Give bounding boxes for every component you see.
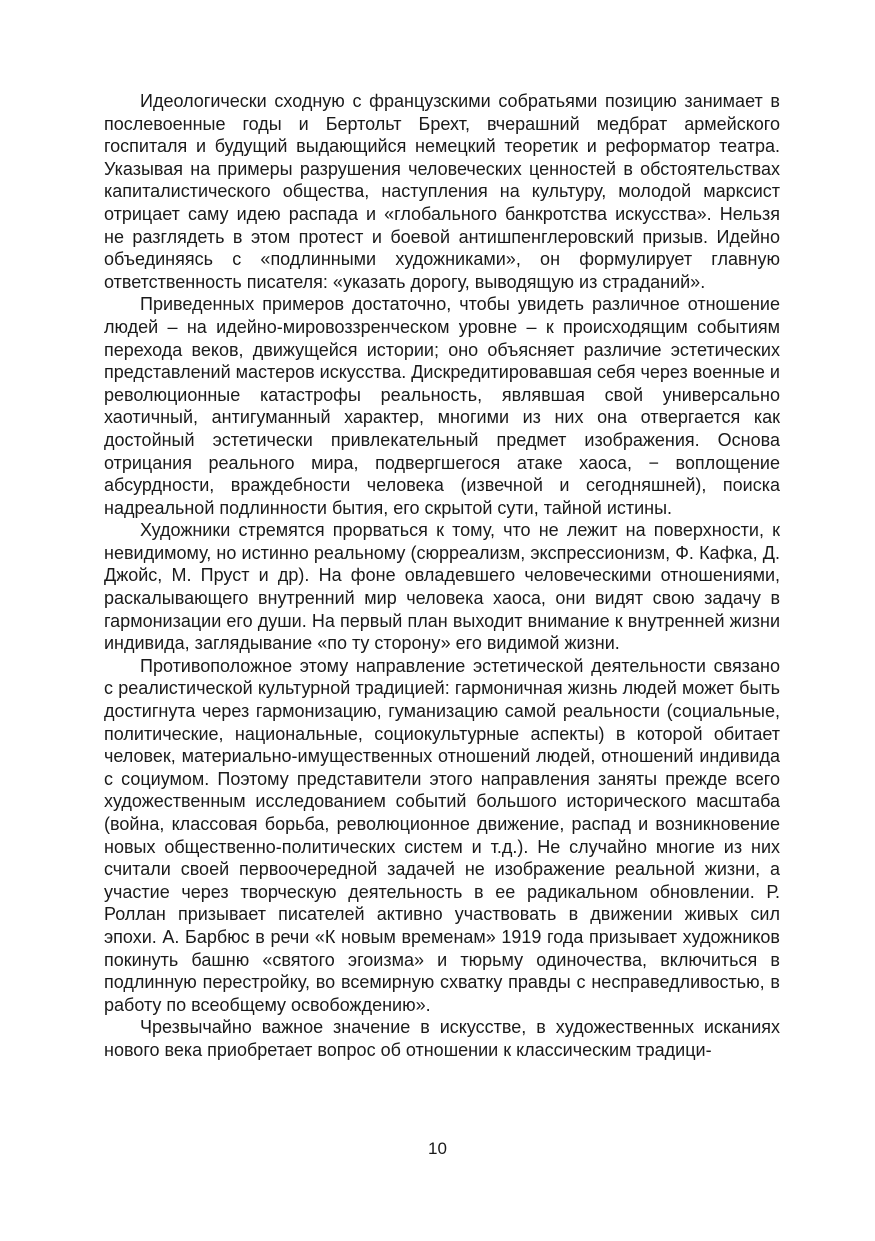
paragraph-1: Идеологически сходную с французскими собратьями позицию занимает в послевоенные годы и Бертольт Брехт, вчерашний медбрат армейского госпиталя и будущий выдающийся немецкий теоретик и реформатор театра. Указывая на примеры разрушения человеческих ценностей в обстоятельствах капиталистического общества, наступления на культуру, молодой марксист отрицает саму идею распада и «глобального банкротства искусства». Нельзя не разглядеть в этом протест и боевой антишпенглеровский призыв. Идейно объединяясь с «подлинными художниками», он формулирует главную ответственность писателя: «указать дорогу, выводящую из страданий».: [104, 91, 780, 292]
page-number: 10: [428, 1139, 447, 1158]
paragraph-4: Противоположное этому направление эстетической деятельности связано с реалистической культурной традицией: гармоничная жизнь людей может быть достигнута через гармонизацию, гуманизацию самой реальности (социальные, политические, национальные, социокультурные аспекты) в которой обитает человек, материально-имущественных отношений людей, отношений индивида с социумом. Поэтому представители этого направления заняты прежде всего художественным исследованием событий большого исторического масштаба (война, классовая борьба, революционное движение, распад и возникновение новых общественно-политических систем и т.д.). Не случайно многие из них считали своей первоочередной задачей не изображение реальной жизни, а участие через творческую деятельность в ее радикальном обновлении. Р. Роллан призывает писателей активно участвовать в движении живых сил эпохи. А. Барбюс в речи «К новым временам» 1919 года призывает художников покинуть башню «святого эгоизма» и тюрьму одиночества, включиться в подлинную перестройку, во всемирную схватку правды с несправедливостью, в работу по всеобщему освобождению».: [104, 655, 780, 1015]
paragraph-3: Художники стремятся прорваться к тому, что не лежит на поверхности, к невидимому, но истинно реальному (сюрреализм, экспрессионизм, Ф. Кафка, Д. Джойс, М. Пруст и др). На фоне овладевшего человеческими отношениями, раскалывающего внутренний мир человека хаоса, они видят свою задачу в гармонизации его души. На первый план выходит внимание к внутренней жизни индивида, заглядывание «по ту сторону» его видимой жизни.: [104, 520, 780, 654]
paragraph-5: Чрезвычайно важное значение в искусстве, в художественных исканиях нового века приобретает вопрос об отношении к классическим традици-: [104, 1017, 780, 1060]
paragraph-2: Приведенных примеров достаточно, чтобы увидеть различное отношение людей – на идейно-мировоззренческом уровне – к происходящим событиям перехода веков, движущейся истории; оно объясняет различие эстетических представлений мастеров искусства. Дискредитировавшая себя через военные и революционные катастрофы реальность, являвшая свой универсально хаотичный, антигуманный характер, многими из них она отвергается как достойный эстетически привлекательный предмет изображения. Основа отрицания реального мира, подвергшегося атаке хаоса, − воплощение абсурдности, враждебности человека (извечной и сегодняшней), поиска надреальной подлинности бытия, его скрытой сути, тайной истины.: [104, 294, 780, 518]
page-body: [104, 90, 780, 1062]
